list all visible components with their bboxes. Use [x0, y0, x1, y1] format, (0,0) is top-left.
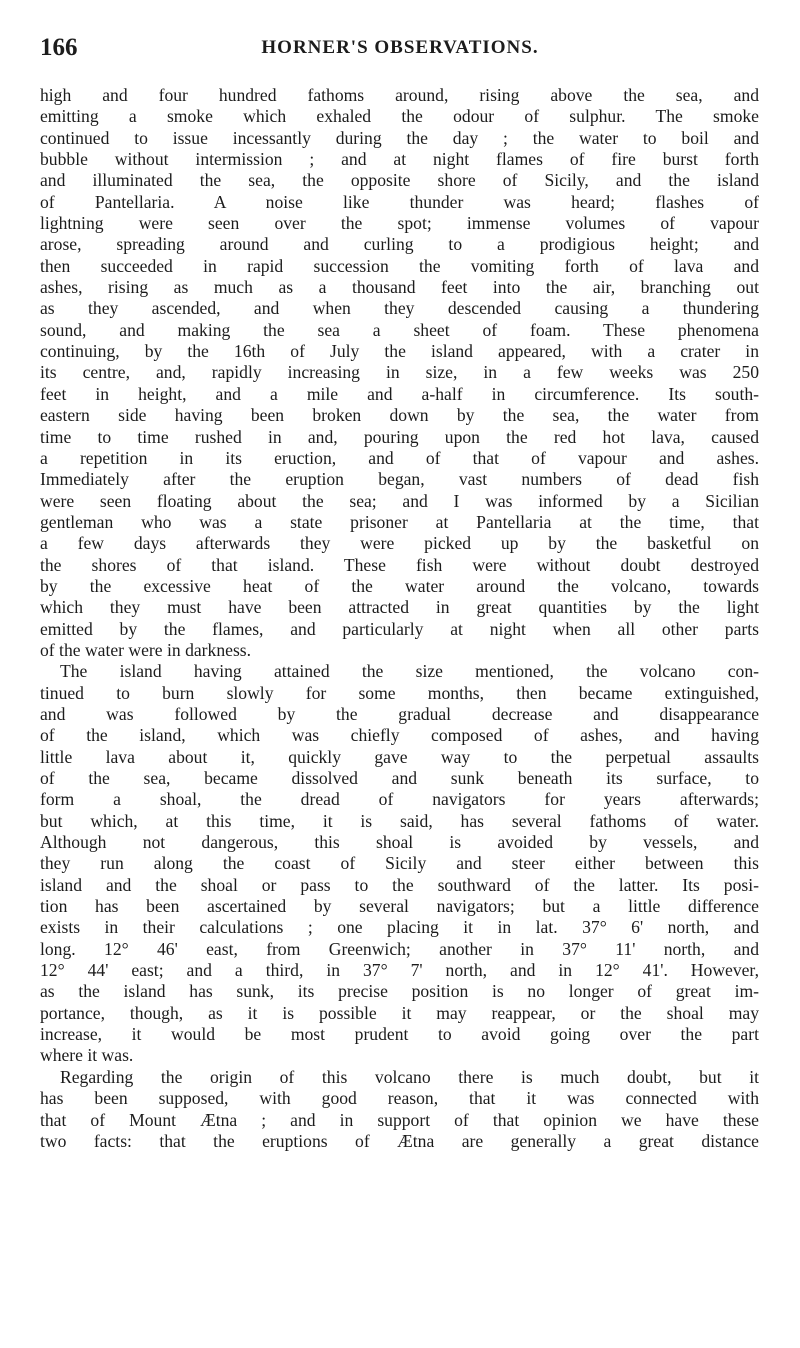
text-line: Immediately after the eruption began, vast numbers of dead fish [40, 469, 759, 490]
text-line: continuing, by the 16th of July the island appeared, with a crater in [40, 341, 759, 362]
text-line: of Pantellaria. A noise like thunder was heard; flashes of [40, 191, 759, 212]
text-line: a repetition in its eruction, and of that of vapour and ashes. [40, 447, 759, 468]
text-line: and illuminated the sea, the opposite shore of Sicily, and the island [40, 170, 759, 191]
text-line: portance, though, as it is possible it may reappear, or the shoal may [40, 1002, 759, 1023]
text-line: form a shoal, the dread of navigators for years afterwards; [40, 789, 759, 810]
text-line: they run along the coast of Sicily and steer either between this [40, 853, 759, 874]
text-line: of the island, which was chiefly composed of ashes, and having [40, 725, 759, 746]
text-line: by the excessive heat of the water around the volcano, towards [40, 575, 759, 596]
text-line: emitting a smoke which exhaled the odour of sulphur. The smoke [40, 106, 759, 127]
page-header [40, 34, 760, 64]
text-line: but which, at this time, it is said, has several fathoms of water. [40, 810, 759, 831]
text-line: ashes, rising as much as a thousand feet into the air, branching out [40, 277, 759, 298]
text-line: two facts: that the eruptions of Ætna are generally a great distance [40, 1130, 759, 1151]
text-line: The island having attained the size mentioned, the volcano con- [60, 661, 759, 682]
text-line: were seen floating about the sea; and I was informed by a Sicilian [40, 490, 759, 511]
text-line: 12° 44' east; and a third, in 37° 7' north, and in 12° 41'. However, [40, 960, 759, 981]
text-line: tion has been ascertained by several navigators; but a little difference [40, 896, 759, 917]
text-line: long. 12° 46' east, from Greenwich; another in 37° 11' north, and [40, 938, 759, 959]
text-line: Although not dangerous, this shoal is avoided by vessels, and [40, 832, 759, 853]
text-line: Regarding the origin of this volcano there is much doubt, but it [60, 1066, 759, 1087]
text-line: tinued to burn slowly for some months, then became extinguished, [40, 682, 759, 703]
text-line: continued to issue incessantly during the day ; the water to boil and [40, 127, 759, 148]
text-line: time to time rushed in and, pouring upon the red hot lava, caused [40, 426, 759, 447]
text-line: of the water were in darkness. [40, 639, 252, 660]
text-line: sound, and making the sea a sheet of foam. These phenomena [40, 319, 759, 340]
text-line: as they ascended, and when they descended causing a thundering [40, 298, 759, 319]
text-line: has been supposed, with good reason, that it was connected with [40, 1088, 759, 1109]
running-head: HORNER'S OBSERVATIONS. [261, 37, 539, 58]
text-line: of the sea, became dissolved and sunk beneath its surface, to [40, 768, 759, 788]
text-line: which they must have been attracted in great quantities by the light [40, 597, 759, 618]
text-line: as the island has sunk, its precise position is no longer of great im- [40, 981, 759, 1002]
text-line: lightning were seen over the spot; immense volumes of vapour [40, 213, 759, 234]
text-line: high and four hundred fathoms around, rising above the sea, and [40, 85, 759, 105]
text-line: that of Mount Ætna ; and in support of that opinion we have these [40, 1109, 759, 1130]
text-line: bubble without intermission ; and at night flames of fire burst forth [40, 149, 759, 170]
text-line: where it was. [40, 1045, 134, 1066]
text-line: a few days afterwards they were picked up by the basketful on [40, 533, 759, 554]
text-line: gentleman who was a state prisoner at Pantellaria at the time, that [40, 511, 759, 532]
text-line: increase, it would be most prudent to avoid going over the part [40, 1024, 759, 1045]
body-text [40, 85, 759, 1152]
text-line: island and the shoal or pass to the southward of the latter. Its posi- [40, 874, 759, 895]
text-line: little lava about it, quickly gave way to the perpetual assaults [40, 746, 759, 767]
text-line: exists in their calculations ; one placing it in lat. 37° 6' north, and [40, 917, 759, 938]
text-line: eastern side having been broken down by the sea, the water from [40, 405, 759, 426]
text-line: and was followed by the gradual decrease and disappearance [40, 703, 759, 724]
text-line: arose, spreading around and curling to a prodigious height; and [40, 234, 759, 255]
text-line: feet in height, and a mile and a-half in circumference. Its south- [40, 383, 759, 404]
page-number: 166 [40, 34, 78, 61]
text-line: then succeeded in rapid succession the vomiting forth of lava and [40, 255, 759, 276]
text-line: emitted by the flames, and particularly at night when all other parts [40, 618, 759, 639]
text-line: its centre, and, rapidly increasing in size, in a few weeks was 250 [40, 362, 759, 383]
text-line: the shores of that island. These fish were without doubt destroyed [40, 554, 759, 575]
